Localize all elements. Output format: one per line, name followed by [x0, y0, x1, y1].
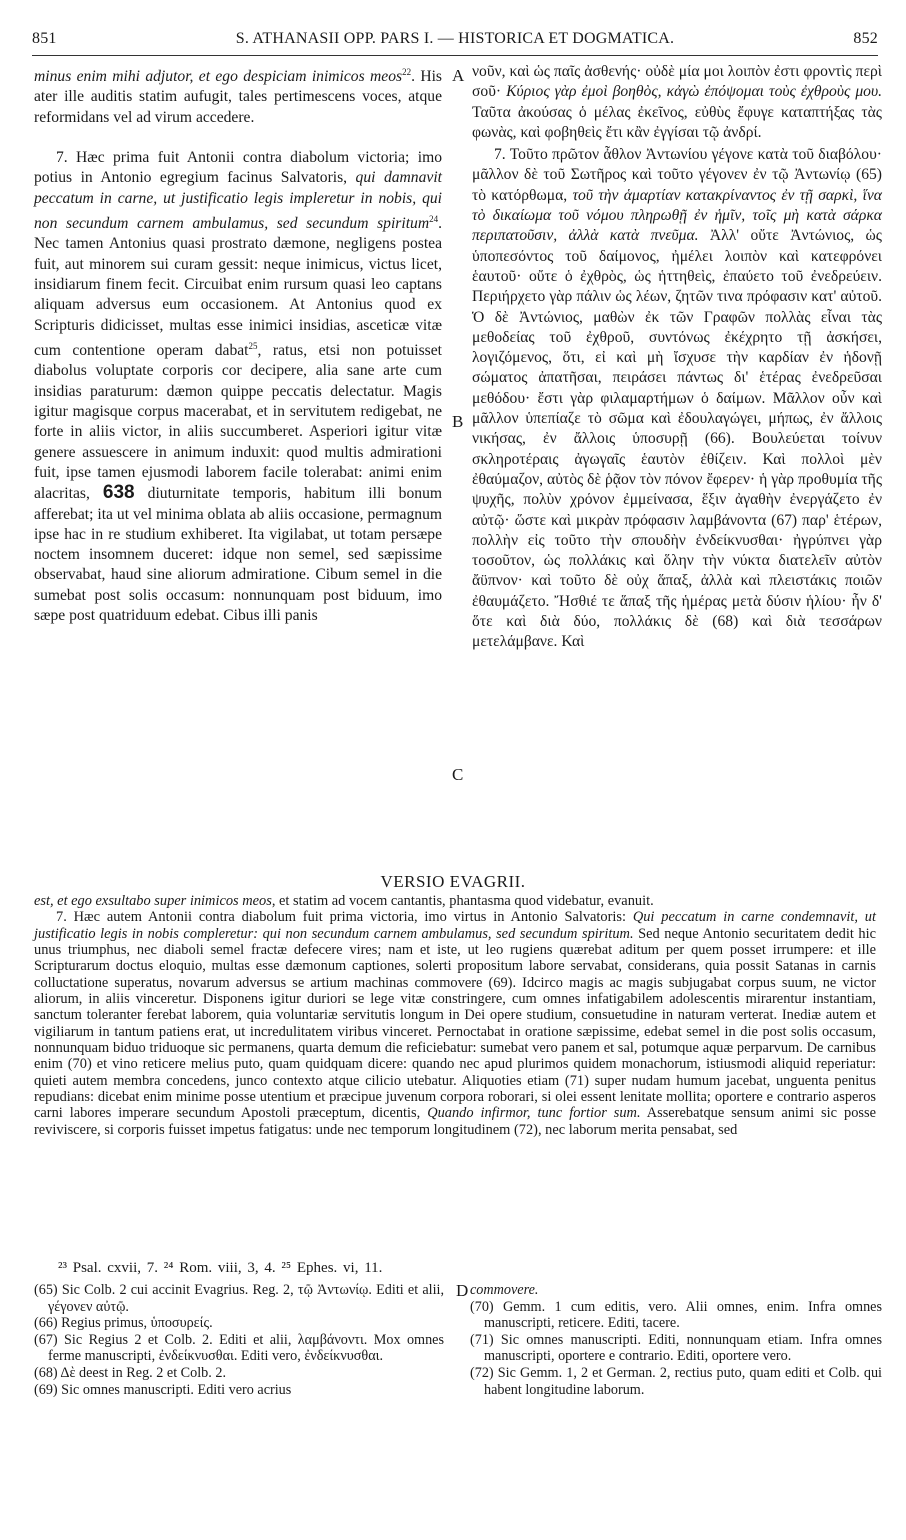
latin-text-1: . His ater ille auditis statim aufugit, tales pertimescens voces, atque reformidans vel ad virum accedere.	[34, 68, 442, 126]
note-continuation: commovere.	[470, 1282, 539, 1298]
evagrius-text-2c: Asserebatque sensum animi sic posse reviviscere, si corporis fuisset impetus fatigatus: unde nec temporum longitudinem (72), nec laborum merita pensabat, sed	[34, 1105, 876, 1138]
evagrius-quote-2: Qui peccatum in carne condemnavit, ut justificatio legis in nobis compleretur: qui non secundum carnem ambulamus, sed secundum spiritum.	[34, 909, 876, 942]
latin-quote-2: qui damnavit peccatum in carne, ut justificatio legis impleretur in nobis, qui non secundum carnem ambulamus, sed secundum spiritum	[34, 169, 442, 233]
marginal-letter-a: A	[452, 66, 465, 85]
note: (65) Sic Colb. 2 cui accinit Evagrius. Reg. 2, τῷ Ἀντωνίῳ. Editi et alii, γέγονεν αὐτῷ.	[34, 1282, 444, 1315]
evagrius-version	[34, 893, 876, 1138]
footnote-ref: 25	[248, 340, 258, 351]
note: (69) Sic omnes manuscripti. Editi vero acrius	[34, 1381, 292, 1398]
evagrius-text-2a: 7. Hæc autem Antonii contra diabolum fuit prima victoria, imo virtus in Antonio Salvatoris:	[56, 909, 633, 926]
notes-right	[470, 1282, 882, 1398]
evagrius-text-1: , et statim ad vocem cantantis, phantasma quod videbatur, evanuit.	[271, 893, 654, 909]
greek-text-1b: Ταῦτα ἀκούσας ὁ μέλας ἐκεῖνος, εὐθὺς ἔφυγε καταπτήξας τὰς φωνὰς, καὶ φοβηθεὶς ἔτι κἂν ἐγγίσαι τῷ ἀνδρί.	[472, 103, 882, 141]
greek-text-2b: Ἀλλ' οὔτε Ἀντώνιος, ὡς ὑποπεσόντος τοῦ δαίμονος, ἠμέλει λοιπὸν καὶ κατεφρόνει ἑαυτοῦ· οὔτε ὁ ἐχθρὸς, ὡς ἡττηθεὶς, ἐπαύετο τοῦ ἐνεδρεύειν. Περιήρχετο γὰρ πάλιν ὡς λέων, ζητῶν τινα πρόφασιν κατ' αὐτοῦ. Ὁ δὲ Ἀντώνιος, μαθὼν ἐκ τῶν Γραφῶν πολλὰς εἶναι τὰς μεθοδείας τοῦ ἐχθροῦ, συντόνως ἐκέχρητο τῇ ἀσκήσει, λογιζόμενος, ὅτι, εἰ καὶ μὴ ἴσχυσε τὴν καρδίαν ἐν ἡδονῇ σώματος ἀπατῆσαι, πειράσει πάντως δι' ἑτέρας ἐνεδρεῦσαι μεθόδου· ἔστι γὰρ φιλαμαρτήμων ὁ δαίμων. Μᾶλλον οὖν καὶ μᾶλλον ὑπεπίαζε τὸ σῶμα καὶ ἐδουλαγώγει, μήπως, ἐν ἄλλοις νικήσας, ἐν ἄλλοις ὑποσυρῇ (66). Βουλεύεται τοίνυν σκληροτέραις ἀγωγαῖς ἑαυτὸν ἐθίζειν. Καὶ πολλοὶ μὲν ἐθαύμαζον, αὐτὸς δὲ ῥᾷον τὸν πόνον ἔφερεν· ἡ γὰρ προθυμία τῆς ψυχῆς, πολὺν χρόνον ἐμμείνασα, ἕξιν ἀγαθὴν ἐνεργάζετο ἐν αὐτῷ· ὥστε καὶ μικρὰν πρόφασιν λαμβάνοντα (67) παρ' ἑτέρων, πολλὴν εἰς τοῦτο τὴν σπουδὴν ἐνδείκνυσθαι· ἠγρύπνει γὰρ τοσοῦτον, ὡς πολλάκις καὶ ὅλην τὴν νύκτα διατελεῖν αὐτὸν ἄϋπνον· καὶ τοῦτο δὲ οὐχ ἅπαξ, ἀλλὰ καὶ πλειστάκις ποιῶν ἐθαυμάζετο. Ἤσθιέ τε ἅπαξ τῆς ἡμέρας μετὰ δύσιν ἡλίου· ἦν δ' ὅτε καὶ διὰ δύο, πολλάκις δὲ (68) καὶ διὰ τεσσάρων μετελάμβανε. Καὶ	[472, 227, 882, 651]
scripture-references: ²³ Psal. cxvii, 7. ²⁴ Rom. viii, 3, 4. ²⁵ Ephes. vi, 11.	[58, 1260, 383, 1276]
latin-text-2a: 7. Hæc prima fuit Antonii contra diabolum victoria; imo potius in Antonio egregium facinus Salvatoris,	[34, 149, 442, 187]
evagrius-quote-3: Quando infirmor, tunc fortior sum.	[427, 1105, 641, 1122]
page-number-right: 852	[853, 30, 878, 47]
latin-text-2c: , ratus, etsi non potuisset diabolus voluptate corporis cor decipere, alia sane arte cum insidias paraturum: dæmon quippe peccatis delectatur. Magis igitur magisque corpus macerabat, et in servitutem redigebat, ne forte in aliis victor, in aliis succumberet. Asperiori igitur vitæ genere assuescere in animum induxit: quod multis admirationi fuit, ipse tamen ejusmodi laborem facile tolerabat: animi enim alacritas,	[34, 342, 442, 503]
latin-paragraph-2	[34, 148, 442, 626]
note: (67) Sic Regius 2 et Colb. 2. Editi et alii, λαμβάνοντι. Mox omnes ferme manuscripti, ἐνδείκνυσθαι. Editi vero, ἐνδείκνυσθαι.	[34, 1331, 444, 1365]
marginal-letter-c: C	[452, 765, 464, 784]
greek-paragraph-1	[472, 62, 882, 143]
greek-column	[472, 62, 882, 653]
greek-paragraph-2	[472, 145, 882, 652]
latin-quote-1: minus enim mihi adjutor, et ego despiciam inimicos meos	[34, 68, 403, 86]
footnote-ref: 22	[402, 67, 412, 77]
page-number-left: 851	[32, 30, 57, 47]
latin-text-2b: . Nec tamen Antonius quasi prostrato dæmone, negligens postea fuit, aut minorem sui curam gessit: neque inimicus, victus licet, insidiarum finem fecit. Circuibat enim rursum quasi leo captans aliquam adversus eum occasionem. At Antonius quod ex Scripturis didicisset, multas esse inimici insidias, asceticæ vitæ cum contentione operam dabat	[34, 215, 442, 360]
note: (70) Gemm. 1 cum editis, vero. Alii omnes, enim. Infra omnes manuscripti, reticere. Editi, tacere.	[470, 1298, 882, 1332]
evagrius-paragraph-2	[34, 909, 876, 1138]
note: (66) Regius primus, ὑποσυρείς.	[34, 1315, 213, 1332]
paragraph-gap	[34, 128, 442, 148]
evagrius-paragraph-1	[34, 893, 876, 909]
marginal-letter-b: B	[452, 412, 464, 431]
column-number: 638	[102, 482, 135, 504]
greek-quote-2: τοῦ τὴν ἁμαρτίαν κατακρίναντος ἐν τῇ σαρκὶ, ἵνα τὸ δικαίωμα τοῦ νόμου πληρωθῇ ἐν ἡμῖν, τοῖς μὴ κατὰ σάρκα περιπατοῦσιν, ἀλλὰ κατὰ πνεῦμα.	[472, 186, 882, 245]
notes-left	[34, 1282, 444, 1398]
header-rule	[32, 55, 878, 56]
footnote-ref: 24	[429, 213, 439, 224]
marginal-letter-d: D	[456, 1281, 469, 1300]
running-title: S. ATHANASII OPP. PARS I. — HISTORICA ET DOGMATICA.	[235, 30, 675, 47]
note: (68) Δὲ deest in Reg. 2 et Colb. 2.	[34, 1364, 227, 1381]
page-header	[32, 30, 878, 56]
evagrius-quote-1: est, et ego exsultabo super inimicos meos	[34, 893, 272, 909]
note: (72) Sic Gemm. 1, 2 et German. 2, rectius puto, quam editi et Colb. qui habent longitudine laborum.	[470, 1364, 882, 1398]
versio-heading: VERSIO EVAGRII.	[380, 872, 526, 891]
greek-text-1a: νοῦν, καὶ ὡς παῖς ἀσθενής· οὐδὲ μία μοι λοιπὸν ἐστι φροντὶς περὶ σοῦ·	[472, 63, 882, 101]
latin-column	[34, 62, 442, 626]
latin-text-2d: diuturnitate temporis, habitum illi bonum afferebat; ita ut vel minima oblata ab aliis occasione, permagnum ipse hac in re studium exhiberet. Ita vigilabat, ut totam persæpe noctem insomnem duceret: idque non semel, sed sæpissime observabat, haud sine aliorum admiratione. Cibum semel in die sumebat post solis occasum: nonnunquam post biduum, imo sæpe post quatriduum edebat. Cibus illi panis	[34, 485, 442, 624]
latin-paragraph-1	[34, 62, 442, 128]
evagrius-text-2b: Sed neque Antonio securitatem dedit hic unus triumphus, nec diaboli semel fractæ defecere vires; nam et iste, ut leo rugiens quærebat aditum per quem posset irrumpere: et ille Scripturarum doctus eloquio, multas esse dæmonum captiones, solerti propositum labore servabat, considerans, quia possit Satanas in carnis colluctatione superatus, novarum adversus se artium machinas commovere (69). Idcirco magis ac magis subjugabat corpus suum, ne victor aliorum, in aliis vinceretur. Disponens igitur duriori se lege vitæ constringere, cum omnes infatigabilem adolescentis mirarentur instantiam, sanctum toleranter ferebat laborem, quia voluntariæ servitutis longum in Dei opere studium, consuetudine in naturam verterat. Inediæ autem et vigiliarum in tantum patiens erat, ut incredulitatem viribus vinceret. Pernoctabat in oratione sæpissime, edebat semel in die post solis occasum, nonnunquam biduo triduoque sic permanens, quarta demum die reficiebatur: sumebat vero panem et sal, potumque aquæ perparvum. De carnibus enim (70) et vino reticere melius puto, quam quidquam dicere: quando nec apud plurimos quidem monachorum, istiusmodi aliquid reperiatur: quieti autem membra concedens, junco contexto atque cilicio utebatur. Aliquoties etiam (71) super nudam humum jacebat, unguenta penitus repudians: dicebat enim minime posse utentium et præcipue juvenum corpora roborari, si olei essent lenitate mollita; oportere e contrario asperos carni labores imperare secundum Apostoli præceptum, dicentis,	[34, 925, 876, 1122]
greek-quote-1: Κύριος γὰρ ἐμοὶ βοηθὸς, κἀγὼ ἐπόψομαι τοὺς ἐχθροὺς μου.	[506, 83, 883, 101]
note: (71) Sic omnes manuscripti. Editi, nonnunquam etiam. Infra omnes manuscripti, oportere e contrario. Editi, oportere vero.	[470, 1331, 882, 1365]
greek-text-2a: 7. Τοῦτο πρῶτον ἆθλον Ἀντωνίου γέγονε κατὰ τοῦ διαβόλου· μᾶλλον δὲ τοῦ Σωτῆρος καὶ τοῦτο γέγονεν ἐν τῷ Ἀντωνίῳ (65) τὸ κατόρθωμα,	[472, 146, 882, 204]
